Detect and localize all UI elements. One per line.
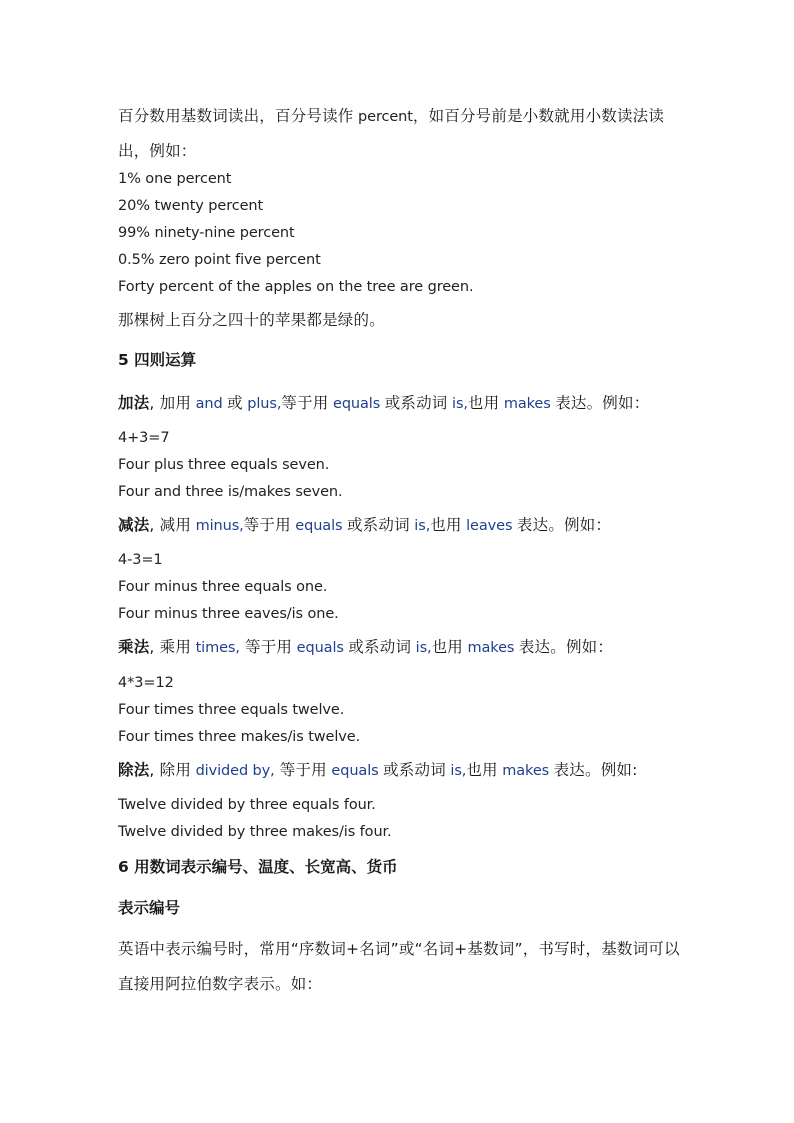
text: ，如百分号前是小数就用小数读法读 bbox=[412, 107, 665, 125]
section-heading: 6 用数词表示编号、温度、长宽高、货币 bbox=[118, 858, 398, 876]
text: 或系动词 bbox=[346, 516, 410, 534]
example-line: 4-3=1 bbox=[118, 552, 163, 568]
english-term: makes bbox=[497, 763, 554, 779]
text: 等于用 bbox=[243, 516, 291, 534]
english-term: equals bbox=[290, 518, 347, 534]
example-line: 0.5% zero point five percent bbox=[118, 252, 321, 268]
example-line: 4+3=7 bbox=[118, 430, 170, 446]
english-term: equals bbox=[326, 763, 384, 779]
english-term: and bbox=[191, 396, 228, 412]
text: 也用 bbox=[431, 638, 463, 656]
english-term: is, bbox=[445, 763, 467, 779]
addition-rule bbox=[118, 393, 649, 414]
text: 也用 bbox=[466, 761, 498, 779]
english-term: minus, bbox=[191, 518, 244, 534]
text: 也用 bbox=[467, 394, 500, 412]
example-line: Four minus three equals one. bbox=[118, 579, 328, 595]
english-term: plus, bbox=[242, 396, 282, 412]
numbering-paragraph-line2: 直接用阿拉伯数字表示。如： bbox=[118, 975, 323, 993]
example-line: Four plus three equals seven. bbox=[118, 457, 330, 473]
section-heading: 5 四则运算 bbox=[118, 351, 197, 369]
english-term: divided by, bbox=[191, 763, 275, 779]
multiplication-label: 乘法 bbox=[118, 638, 150, 656]
text: 表达。例如： bbox=[516, 516, 612, 534]
text: 或系动词 bbox=[384, 394, 448, 412]
english-term: is, bbox=[409, 518, 431, 534]
division-rule bbox=[118, 760, 638, 781]
example-line: Four times three makes/is twelve. bbox=[118, 729, 361, 745]
english-term: makes bbox=[499, 396, 556, 412]
text: 等于用 bbox=[281, 394, 329, 412]
example-line: Forty percent of the apples on the tree are green. bbox=[118, 279, 474, 295]
example-line: Four minus three eaves/is one. bbox=[118, 606, 339, 622]
example-line: Four and three is/makes seven. bbox=[118, 484, 343, 500]
text: , 乘用 bbox=[149, 638, 192, 656]
text: 也用 bbox=[430, 516, 462, 534]
english-term: makes bbox=[462, 640, 519, 656]
text: 等于用 bbox=[274, 761, 327, 779]
addition-label: 加法 bbox=[118, 394, 150, 412]
subsection-heading: 表示编号 bbox=[118, 899, 181, 917]
text: 或 bbox=[227, 394, 243, 412]
text: 等于用 bbox=[239, 638, 293, 656]
example-line: 99% ninety-nine percent bbox=[118, 225, 295, 241]
paragraph-percent-line1 bbox=[118, 106, 664, 127]
english-term: is, bbox=[411, 640, 432, 656]
text: 百分数用基数词读出，百分号读作 bbox=[118, 107, 354, 125]
english-term: is, bbox=[447, 396, 468, 412]
example-line: 1% one percent bbox=[118, 171, 232, 187]
example-line: 4*3=12 bbox=[118, 675, 174, 691]
subtraction-label: 减法 bbox=[118, 516, 150, 534]
example-line: Twelve divided by three equals four. bbox=[118, 797, 376, 813]
example-line: Twelve divided by three makes/is four. bbox=[118, 824, 392, 840]
text: percent bbox=[353, 109, 413, 125]
subtraction-rule bbox=[118, 515, 611, 536]
multiplication-rule bbox=[118, 637, 613, 658]
text: 或系动词 bbox=[383, 761, 446, 779]
text: , 加用 bbox=[149, 394, 192, 412]
text: 或系动词 bbox=[348, 638, 412, 656]
example-line: Four times three equals twelve. bbox=[118, 702, 345, 718]
paragraph-percent-line2: 出，例如： bbox=[118, 142, 197, 160]
english-term: times, bbox=[191, 640, 240, 656]
english-term: equals bbox=[328, 396, 385, 412]
text: , 除用 bbox=[149, 761, 192, 779]
division-label: 除法 bbox=[118, 761, 150, 779]
text: 表达。例如: bbox=[553, 761, 638, 779]
example-line: 20% twenty percent bbox=[118, 198, 264, 214]
text: 表达。例如： bbox=[518, 638, 614, 656]
english-term: equals bbox=[292, 640, 349, 656]
text: 表达。例如： bbox=[555, 394, 650, 412]
text: , 减用 bbox=[149, 516, 192, 534]
numbering-paragraph-line1: 英语中表示编号时，常用“序数词+名词”或“名词+基数词”，书写时，基数词可以 bbox=[118, 940, 680, 958]
example-translation: 那棵树上百分之四十的苹果都是绿的。 bbox=[118, 311, 385, 329]
english-term: leaves bbox=[461, 518, 517, 534]
